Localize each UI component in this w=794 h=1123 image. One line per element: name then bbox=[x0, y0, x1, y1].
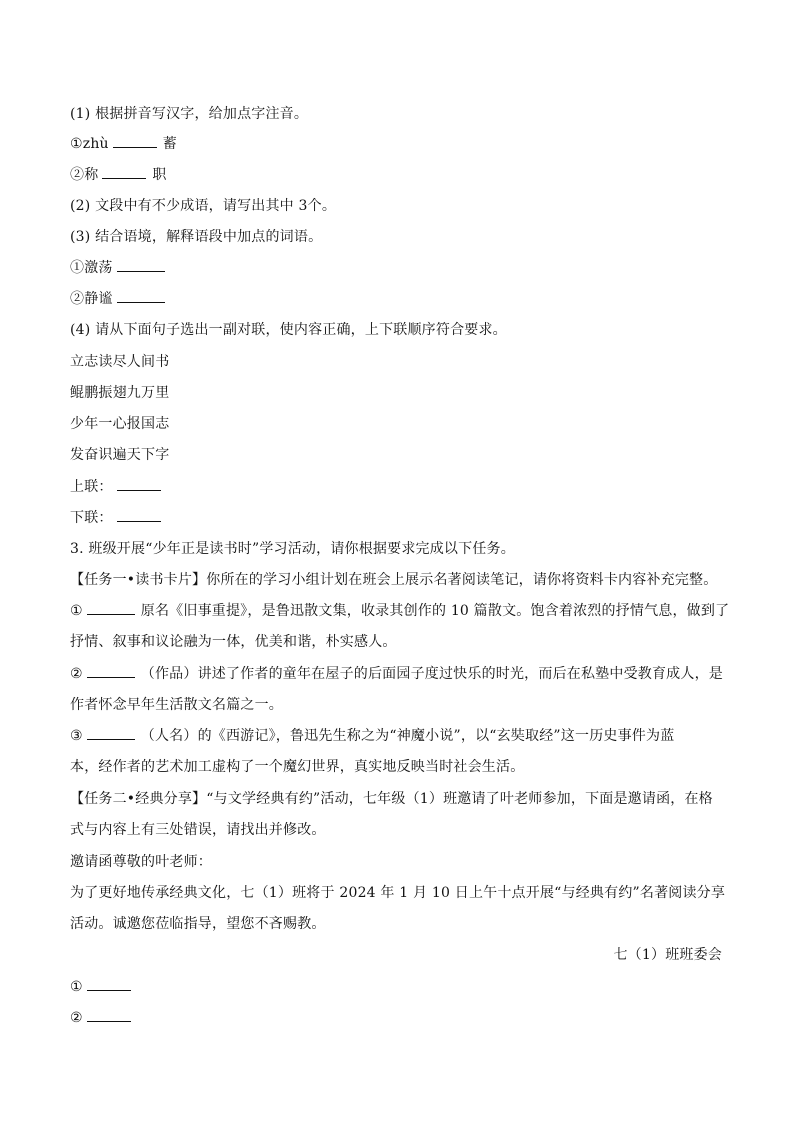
task-2-prompt-line-1: 【任务二•经典分享】“与文学经典有约”活动，七年级（1）班邀请了叶老师参加，下面是邀请函，在格 bbox=[70, 791, 713, 807]
invitation-greeting: 邀请函尊敬的叶老师： bbox=[70, 854, 212, 870]
question-3a bbox=[70, 258, 730, 278]
lower-couplet-label: 下联： bbox=[70, 510, 113, 526]
question-1-prompt: (1) 根据拼音写汉字，给加点字注音。 bbox=[70, 106, 309, 122]
card-item-2-line-2: 作者怀念早年生活散文名篇之一。 bbox=[70, 697, 283, 713]
answer-blank-3a[interactable] bbox=[117, 258, 165, 272]
answer-blank-correction-1[interactable] bbox=[87, 977, 131, 991]
couplet-option-1: 立志读尽人间书 bbox=[70, 354, 170, 370]
question-1b-prefix: ②称 bbox=[70, 167, 99, 183]
card-item-3-text: （人名）的《西游记》，鲁迅先生称之为“神魔小说”，以“玄奘取经”这一历史事件为蓝 bbox=[140, 728, 675, 744]
couplet-option-4: 发奋识遍天下字 bbox=[70, 447, 170, 463]
card-item-2-line-1 bbox=[70, 664, 730, 684]
correction-marker-2: ② bbox=[70, 1010, 83, 1026]
card-item-1-line-2: 抒情、叙事和议论融为一体，优美和谐，朴实感人。 bbox=[70, 634, 397, 650]
task-1-prompt: 【任务一•读书卡片】你所在的学习小组计划在班会上展示名著阅读笔记，请你将资料卡内容补充完整。 bbox=[70, 572, 718, 588]
answer-blank-lower[interactable] bbox=[117, 508, 161, 522]
card-item-1-text: 原名《旧事重提》，是鲁迅散文集，收录其创作的 10 篇散文。饱含着浓烈的抒情气息，做到了 bbox=[140, 603, 730, 619]
answer-blank-1a[interactable] bbox=[113, 134, 157, 148]
couplet-option-3: 少年一心报国志 bbox=[70, 416, 170, 432]
invitation-body-line-2: 活动。诚邀您莅临指导，望您不吝赐教。 bbox=[70, 916, 326, 932]
task-2-prompt-line-2: 式与内容上有三处错误，请找出并修改。 bbox=[70, 822, 326, 838]
invitation-signature: 七（1）班班委会 bbox=[613, 947, 722, 963]
question-1b-suffix: 职 bbox=[152, 167, 167, 183]
card-item-1-marker: ① bbox=[70, 603, 83, 619]
question-3b bbox=[70, 289, 730, 309]
correction-answer-2 bbox=[70, 1008, 730, 1028]
card-item-1-line-1 bbox=[70, 601, 730, 621]
card-item-2-text: （作品）讲述了作者的童年在屋子的后面园子度过快乐的时光，而后在私塾中受教育成人，是 bbox=[140, 666, 723, 682]
question-1a-suffix: 蓄 bbox=[162, 136, 177, 152]
question-3b-word: ②静谧 bbox=[70, 291, 113, 307]
question-1b bbox=[70, 165, 730, 185]
lower-couplet-answer bbox=[70, 508, 730, 528]
card-item-3-line-1 bbox=[70, 726, 730, 746]
answer-blank-1b[interactable] bbox=[102, 165, 146, 179]
upper-couplet-label: 上联： bbox=[70, 479, 113, 495]
card-item-3-line-2: 本，经作者的艺术加工虚构了一个魔幻世界，真实地反映当时社会生活。 bbox=[70, 759, 525, 775]
answer-blank-card-1[interactable] bbox=[87, 601, 135, 615]
question-1a bbox=[70, 134, 730, 154]
answer-blank-card-2[interactable] bbox=[87, 664, 135, 678]
question-1a-pinyin: ①zhù bbox=[70, 136, 109, 152]
correction-marker-1: ① bbox=[70, 979, 83, 995]
answer-blank-upper[interactable] bbox=[117, 477, 161, 491]
couplet-option-2: 鲲鹏振翅九万里 bbox=[70, 385, 170, 401]
correction-answer-1 bbox=[70, 977, 730, 997]
card-item-3-marker: ③ bbox=[70, 728, 83, 744]
question-3a-word: ①激荡 bbox=[70, 260, 113, 276]
answer-blank-correction-2[interactable] bbox=[87, 1008, 131, 1022]
section-3-heading: 3. 班级开展“少年正是读书时”学习活动，请你根据要求完成以下任务。 bbox=[70, 541, 515, 557]
card-item-2-marker: ② bbox=[70, 666, 83, 682]
upper-couplet-answer bbox=[70, 477, 730, 497]
answer-blank-3b[interactable] bbox=[117, 289, 165, 303]
question-3-prompt: (3) 结合语境，解释语段中加点的词语。 bbox=[70, 229, 323, 245]
answer-blank-card-3[interactable] bbox=[87, 726, 135, 740]
question-4-prompt: (4) 请从下面句子选出一副对联，使内容正确，上下联顺序符合要求。 bbox=[70, 322, 507, 338]
invitation-body-line-1: 为了更好地传承经典文化，七（1）班将于 2024 年 1 月 10 日上午十点开展“与经典有约”名著阅读分享 bbox=[70, 885, 726, 901]
question-2-prompt: (2) 文段中有不少成语，请写出其中 3个。 bbox=[70, 198, 337, 214]
